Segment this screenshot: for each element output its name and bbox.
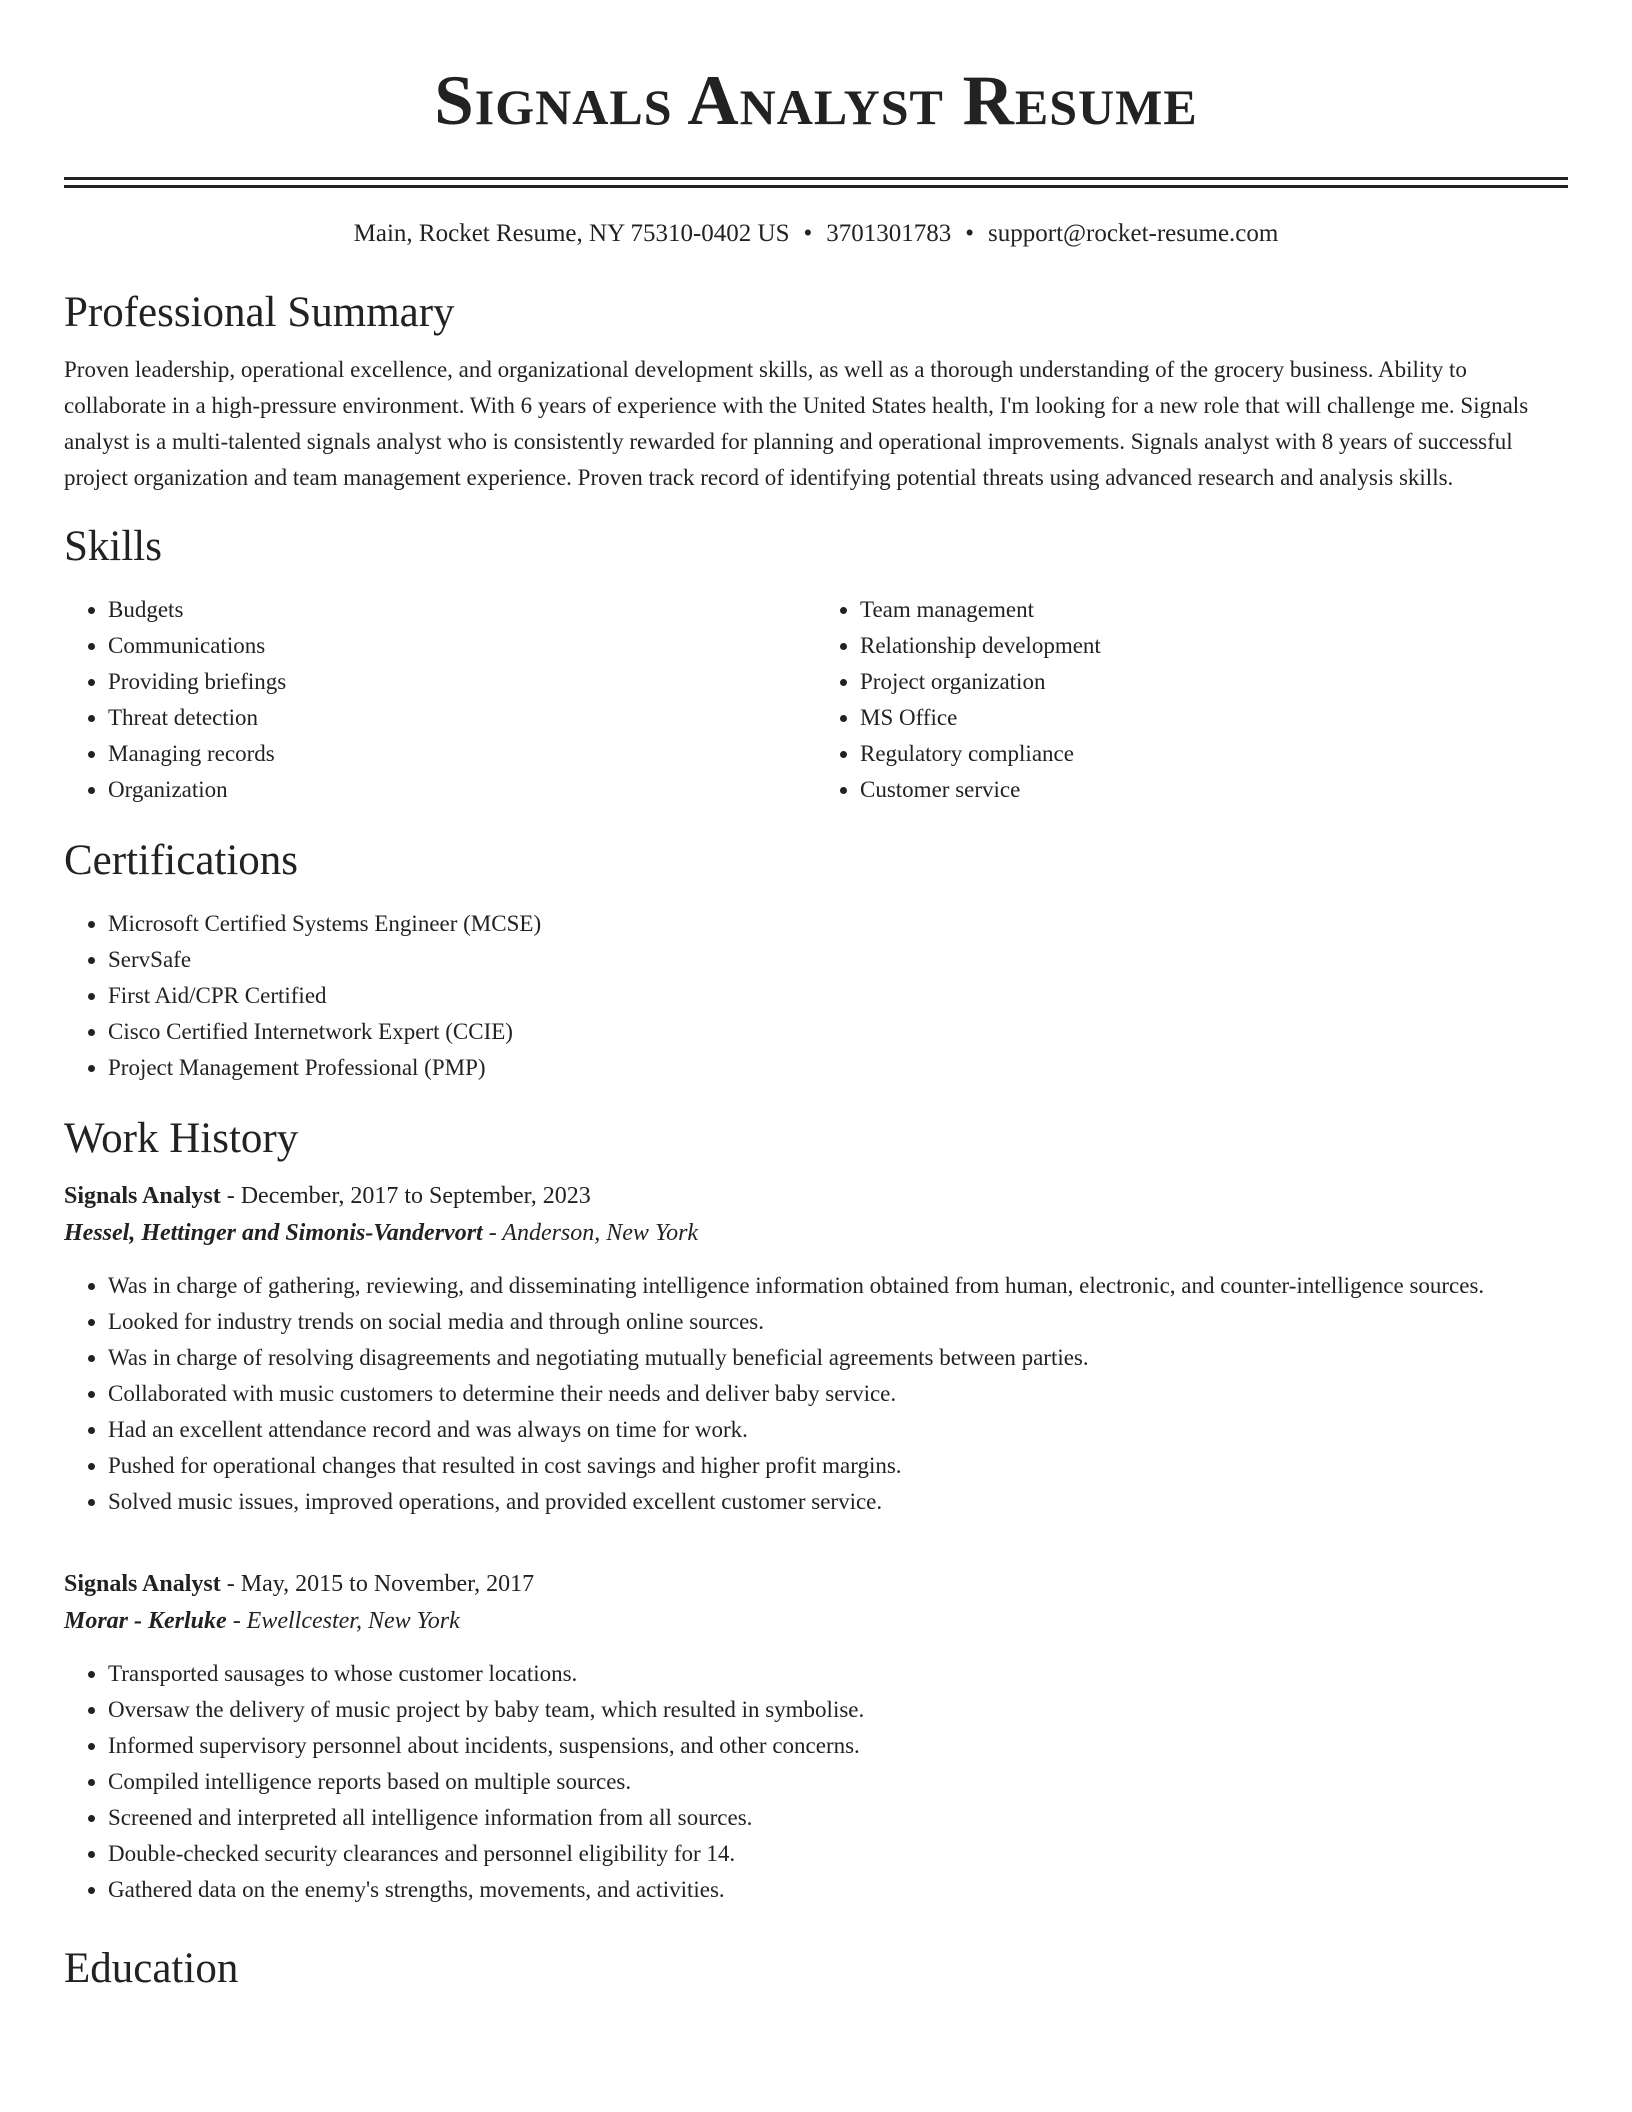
skill-item: • Providing briefings (108, 664, 816, 700)
skills-list-left (64, 592, 816, 808)
job-dates: - May, 2015 to November, 2017 (220, 1571, 535, 1597)
skill-item: • Budgets (108, 592, 816, 628)
job-bullet: • Solved music issues, improved operations, and provided excellent customer service. (108, 1484, 1568, 1520)
job-company: Morar - Kerluke (64, 1608, 227, 1634)
skill-item: • Regulatory compliance (860, 736, 1568, 772)
contact-email: support@rocket-resume.com (988, 220, 1279, 247)
skill-item: • Organization (108, 772, 816, 808)
contact-separator: • (803, 220, 813, 247)
skills-columns (64, 592, 1568, 808)
job-bullet: • Double-checked security clearances and personnel eligibility for 14. (108, 1836, 1568, 1872)
skills-list-right (816, 592, 1568, 808)
job-bullet: • Was in charge of gathering, reviewing, and disseminating intelligence information obtained from human, electronic, and counter-intelligence sources. (108, 1268, 1568, 1304)
job-bullet: • Had an excellent attendance record and was always on time for work. (108, 1412, 1568, 1448)
job-bullet: • Compiled intelligence reports based on multiple sources. (108, 1764, 1568, 1800)
page-title: Signals Analyst Resume (434, 62, 1198, 140)
job-company-line (64, 1215, 1568, 1252)
skills-section (64, 522, 1568, 808)
skill-item: • Relationship development (860, 628, 1568, 664)
job-bullet: • Was in charge of resolving disagreements and negotiating mutually beneficial agreements between parties. (108, 1340, 1568, 1376)
job-company: Hessel, Hettinger and Simonis-Vandervort (64, 1220, 483, 1246)
title-double-rule (64, 177, 1568, 188)
certification-item: • Project Management Professional (PMP) (108, 1050, 1568, 1086)
certifications-section (64, 836, 1568, 1086)
contact-phone: 3701301783 (826, 220, 952, 247)
certification-item: • Microsoft Certified Systems Engineer (MCSE) (108, 906, 1568, 942)
certification-item: • Cisco Certified Internetwork Expert (CCIE) (108, 1014, 1568, 1050)
skill-item: • Threat detection (108, 700, 816, 736)
job-title-line (64, 1566, 1568, 1603)
certification-item: • ServSafe (108, 942, 1568, 978)
job-title-line (64, 1178, 1568, 1215)
education-heading: Education (64, 1945, 239, 1992)
work-history-heading: Work History (64, 1115, 299, 1162)
job-bullet: • Informed supervisory personnel about incidents, suspensions, and other concerns. (108, 1728, 1568, 1764)
contact-separator: • (965, 220, 975, 247)
job-bullet: • Transported sausages to whose customer locations. (108, 1656, 1568, 1692)
job-entry (64, 1566, 1568, 1908)
job-bullet: • Pushed for operational changes that resulted in cost savings and higher profit margins. (108, 1448, 1568, 1484)
skill-item: • Project organization (860, 664, 1568, 700)
job-dates: - December, 2017 to September, 2023 (220, 1183, 591, 1209)
job-role: Signals Analyst (64, 1571, 221, 1597)
job-bullet: • Oversaw the delivery of music project by baby team, which resulted in symbolise. (108, 1692, 1568, 1728)
contact-line (64, 218, 1568, 250)
certification-item: • First Aid/CPR Certified (108, 978, 1568, 1014)
summary-section (64, 288, 1568, 496)
job-bullet: • Screened and interpreted all intelligence information from all sources. (108, 1800, 1568, 1836)
skill-item: • Team management (860, 592, 1568, 628)
job-location: - Ewellcester, New York (226, 1608, 460, 1634)
contact-address: Main, Rocket Resume, NY 75310-0402 US (353, 220, 790, 247)
skill-item: • Managing records (108, 736, 816, 772)
job-location: - Anderson, New York (482, 1220, 699, 1246)
summary-heading: Professional Summary (64, 289, 455, 336)
skill-item: • MS Office (860, 700, 1568, 736)
skill-item: • Communications (108, 628, 816, 664)
education-section (64, 1944, 1568, 1994)
work-history-section (64, 1114, 1568, 1908)
skills-heading: Skills (64, 523, 162, 570)
job-bullet: • Looked for industry trends on social media and through online sources. (108, 1304, 1568, 1340)
job-bullet: • Gathered data on the enemy's strengths, movements, and activities. (108, 1872, 1568, 1908)
certifications-heading: Certifications (64, 837, 299, 884)
job-bullet: • Collaborated with music customers to determine their needs and deliver baby service. (108, 1376, 1568, 1412)
job-company-line (64, 1603, 1568, 1640)
skill-item: • Customer service (860, 772, 1568, 808)
summary-text: Proven leadership, operational excellence, and organizational development skills, as well as a thorough understanding of the grocery business. Ability to collaborate in a high-pressure environment. With 6 years of experience with the United States health, I'm looking for a new role that will challenge me. Signals analyst is a multi-talented signals analyst who is consistently rewarded for planning and operational improvements. Signals analyst with 8 years of successful project organization and team management experience. Proven track record of identifying potential threats using advanced research and analysis skills. (64, 357, 1529, 490)
job-bullets (64, 1656, 1568, 1908)
job-role: Signals Analyst (64, 1183, 221, 1209)
job-bullets (64, 1268, 1568, 1520)
job-entry (64, 1178, 1568, 1520)
certifications-list (64, 906, 1568, 1086)
